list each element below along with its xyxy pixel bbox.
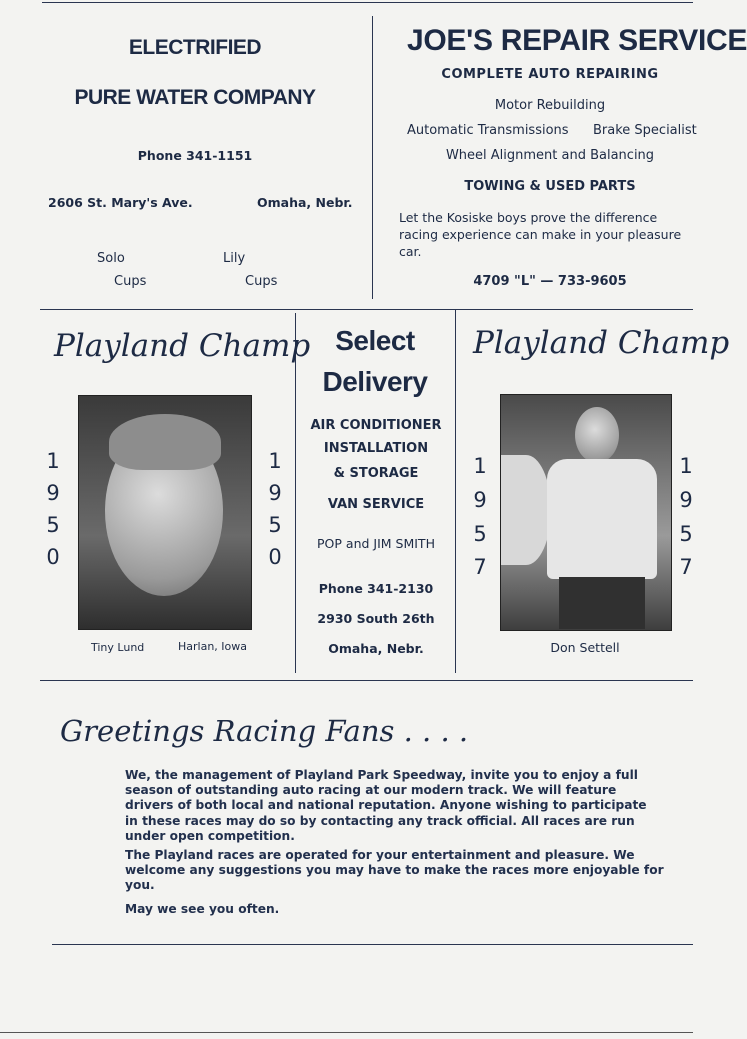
water-phone: Phone 341-1151 [137, 148, 253, 163]
joes-motor: Motor Rebuilding [494, 98, 606, 113]
champ-right-name: Don Settell [550, 640, 620, 655]
champ-right-car-helmet [501, 455, 551, 565]
champ-left-year-r-1: 1 [268, 449, 282, 473]
delivery-line1: AIR CONDITIONER [310, 418, 442, 433]
greetings-paragraph-2 [125, 848, 664, 894]
greetings-p1-line: season of outstanding auto racing at our modern track. We will feature [125, 783, 617, 798]
champ-left-name: Tiny Lund [91, 641, 145, 654]
delivery-address: 2930 South 26th [317, 611, 435, 626]
delivery-title2: Delivery [322, 366, 428, 397]
water-city: Omaha, Nebr. [257, 195, 353, 210]
middle-rule-bottom [40, 680, 693, 681]
champ-left-year-l-2: 9 [46, 481, 60, 505]
champ-right-year-r-2: 9 [679, 488, 693, 512]
champ-right-face [575, 407, 619, 463]
champ-right-year-l-1: 1 [473, 454, 487, 478]
champ-left-hometown: Harlan, Iowa [178, 640, 248, 653]
champ-left-photo [78, 395, 252, 630]
delivery-phone: Phone 341-2130 [318, 581, 434, 596]
champ-left-year-l-4: 0 [46, 545, 60, 569]
water-line1: ELECTRIFIED [128, 36, 262, 59]
champ-right-photo [500, 394, 672, 631]
greetings-heading: Greetings Racing Fans . . . . [60, 714, 469, 748]
water-lily: Lily [223, 251, 246, 266]
joes-pitch-1: Let the Kosiske boys prove the difference [399, 210, 658, 225]
delivery-owners: POP and JIM SMITH [317, 536, 435, 551]
champ-right-year-l-3: 5 [473, 522, 487, 546]
joes-contact: 4709 "L" — 733-9605 [473, 274, 627, 289]
champ-left-year-l-1: 1 [46, 449, 60, 473]
delivery-line3: & STORAGE [333, 466, 419, 481]
greetings-paragraph-3: May we see you often. [125, 902, 280, 916]
bottom-rule [52, 944, 693, 945]
champ-left-year-r-2: 9 [268, 481, 282, 505]
delivery-city: Omaha, Nebr. [328, 641, 424, 656]
champ-left-hair [109, 414, 221, 470]
delivery-line2: INSTALLATION [323, 441, 429, 456]
champ-left-heading: Playland Champ [54, 328, 311, 364]
page-edge-rule [0, 1032, 693, 1033]
joes-brake: Brake Specialist [593, 123, 697, 138]
joes-towing: TOWING & USED PARTS [464, 179, 636, 194]
top-rule [42, 2, 693, 3]
joes-title: JOE'S REPAIR SERVICE [407, 24, 747, 57]
champ-right-shirt [547, 459, 657, 579]
top-divider [372, 16, 373, 299]
greetings-paragraph-1 [125, 768, 647, 844]
champ-left-year-r-3: 5 [268, 513, 282, 537]
greetings-p2-line: The Playland races are operated for your entertainment and pleasure. We [125, 848, 635, 862]
water-solo-cups: Cups [114, 274, 147, 289]
champ-right-year-l-2: 9 [473, 488, 487, 512]
champ-right-year-r-3: 5 [679, 522, 693, 546]
water-line2: PURE WATER COMPANY [74, 86, 316, 109]
champ-right-year-l-4: 7 [473, 555, 487, 579]
champ-right-pants [559, 577, 645, 629]
greetings-p1-line: drivers of both local and national reputation. Anyone wishing to participate [125, 798, 647, 813]
joes-transmissions: Automatic Transmissions [407, 123, 569, 138]
joes-subtitle: COMPLETE AUTO REPAIRING [441, 67, 659, 82]
greetings-p1-line: under open competition. [125, 828, 295, 843]
water-solo: Solo [97, 251, 125, 266]
greetings-p1-line: We, the management of Playland Park Speedway, invite you to enjoy a full [125, 768, 638, 782]
greetings-p1-line: in these races may do so by contacting any track official. All races are run [125, 813, 635, 828]
champ-left-year-l-3: 5 [46, 513, 60, 537]
champ-right-year-r-4: 7 [679, 555, 693, 579]
joes-pitch-2: racing experience can make in your pleasure [399, 227, 682, 242]
champ-right-heading: Playland Champ [473, 325, 730, 361]
water-address: 2606 St. Mary's Ave. [48, 195, 193, 210]
delivery-line4: VAN SERVICE [327, 497, 425, 512]
joes-pitch-3: car. [399, 244, 422, 259]
champ-right-year-r-1: 1 [679, 454, 693, 478]
greetings-p2-line: welcome any suggestions you may have to make the races more enjoyable for [125, 863, 664, 878]
joes-wheel: Wheel Alignment and Balancing [445, 148, 655, 163]
delivery-title1: Select [335, 325, 415, 356]
water-lily-cups: Cups [245, 274, 278, 289]
greetings-p2-line: you. [125, 878, 155, 893]
middle-rule-top [40, 309, 693, 310]
champ-left-year-r-4: 0 [268, 545, 282, 569]
